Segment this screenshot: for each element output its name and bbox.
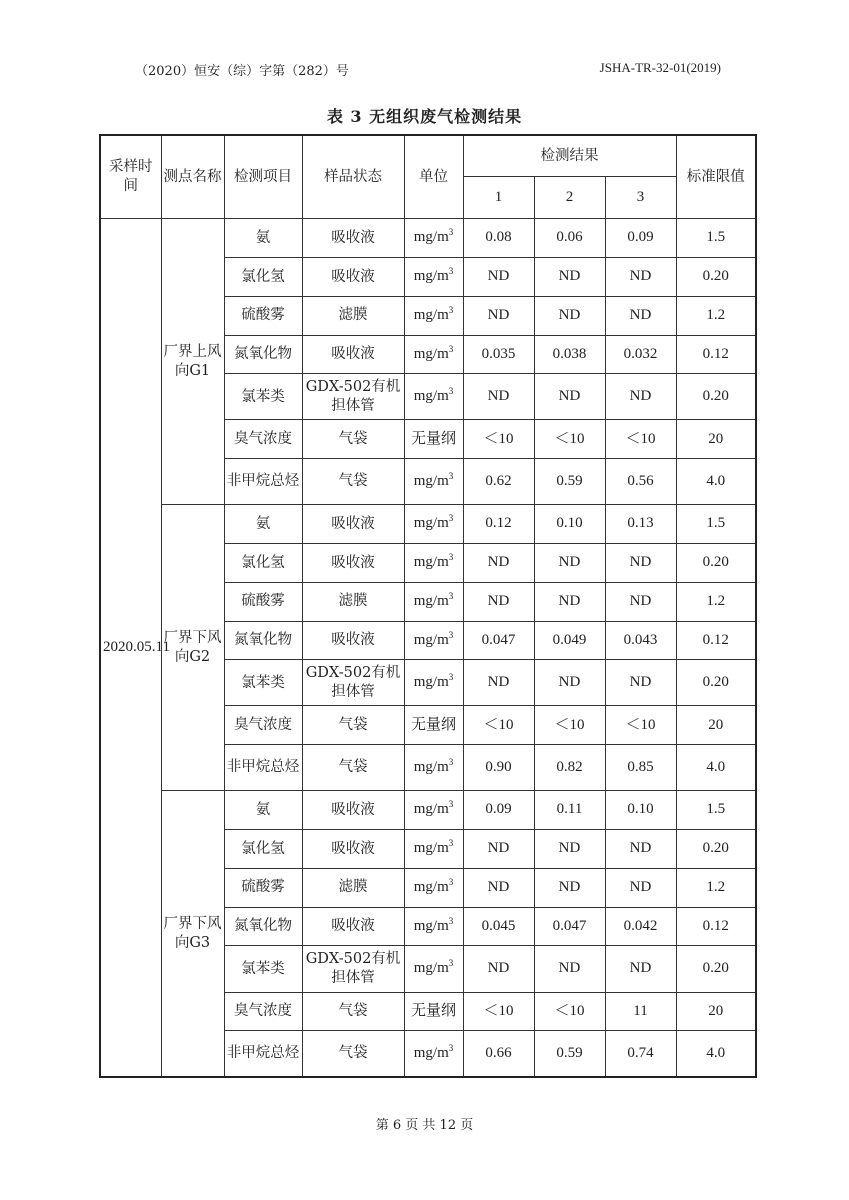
result-1: ＜10	[463, 706, 534, 745]
unit-cell: $mg/m^3$	[404, 946, 463, 992]
sample-state: 滤膜	[302, 582, 404, 621]
unit-cell: 无量纲	[404, 420, 463, 459]
standard-limit: 20	[676, 992, 756, 1031]
result-3: ND	[605, 660, 676, 706]
result-1: 0.09	[463, 791, 534, 830]
result-1: 0.08	[463, 219, 534, 258]
standard-limit: 0.12	[676, 621, 756, 660]
sample-state: 吸收液	[302, 791, 404, 830]
result-1: ND	[463, 582, 534, 621]
sample-state: 吸收液	[302, 830, 404, 869]
result-1: 0.035	[463, 335, 534, 374]
unit-cell: $mg/m^3$	[404, 258, 463, 297]
result-1: ND	[463, 660, 534, 706]
result-2: ND	[534, 374, 605, 420]
result-1: 0.045	[463, 907, 534, 946]
page-number: 第 6 页 共 12 页	[375, 1118, 474, 1133]
test-item: 硫酸雾	[224, 296, 302, 335]
sampling-date: 2020.05.11	[100, 219, 161, 1077]
result-2: ND	[534, 946, 605, 992]
result-3: ND	[605, 830, 676, 869]
header-results: 检测结果	[463, 135, 676, 177]
result-3: ND	[605, 582, 676, 621]
test-item: 氯苯类	[224, 660, 302, 706]
result-3: ND	[605, 868, 676, 907]
sample-state: GDX-502有机担体管	[302, 946, 404, 992]
header-standard-limit: 标准限值	[676, 135, 756, 219]
result-2: ND	[534, 544, 605, 583]
result-2: ＜10	[534, 420, 605, 459]
standard-limit: 1.5	[676, 791, 756, 830]
table-title: 表 3 无组织废气检测结果	[326, 107, 523, 126]
standard-limit: 4.0	[676, 459, 756, 505]
header-result-1: 1	[463, 177, 534, 219]
result-2: 0.11	[534, 791, 605, 830]
test-item: 非甲烷总烃	[224, 459, 302, 505]
standard-limit: 1.5	[676, 219, 756, 258]
result-2: 0.59	[534, 459, 605, 505]
result-3: 0.74	[605, 1031, 676, 1077]
result-2: ND	[534, 830, 605, 869]
unit-cell: $mg/m^3$	[404, 660, 463, 706]
result-3: 0.032	[605, 335, 676, 374]
test-item: 氮氧化物	[224, 335, 302, 374]
unit-cell: $mg/m^3$	[404, 335, 463, 374]
result-2: 0.038	[534, 335, 605, 374]
result-1: ND	[463, 296, 534, 335]
unit-cell: $mg/m^3$	[404, 1031, 463, 1077]
standard-limit: 0.20	[676, 946, 756, 992]
unit-cell: $mg/m^3$	[404, 791, 463, 830]
standard-limit: 1.5	[676, 505, 756, 544]
result-1: ＜10	[463, 420, 534, 459]
result-2: ND	[534, 296, 605, 335]
sample-state: 吸收液	[302, 907, 404, 946]
sample-state: 吸收液	[302, 335, 404, 374]
result-2: 0.06	[534, 219, 605, 258]
test-item: 非甲烷总烃	[224, 745, 302, 791]
sample-state: 吸收液	[302, 544, 404, 583]
point-name: 厂界下风向G2	[161, 505, 224, 791]
sample-state: 吸收液	[302, 505, 404, 544]
test-item: 氨	[224, 791, 302, 830]
test-item: 氨	[224, 505, 302, 544]
standard-limit: 0.20	[676, 544, 756, 583]
result-1: ND	[463, 258, 534, 297]
header-result-2: 2	[534, 177, 605, 219]
result-1: 0.62	[463, 459, 534, 505]
result-3: ND	[605, 296, 676, 335]
result-3: 0.13	[605, 505, 676, 544]
standard-limit: 20	[676, 420, 756, 459]
unit-cell: $mg/m^3$	[404, 219, 463, 258]
result-2: 0.10	[534, 505, 605, 544]
unit-cell: $mg/m^3$	[404, 745, 463, 791]
result-3: 11	[605, 992, 676, 1031]
result-3: 0.042	[605, 907, 676, 946]
standard-limit: 1.2	[676, 868, 756, 907]
result-3: 0.56	[605, 459, 676, 505]
unit-cell: 无量纲	[404, 706, 463, 745]
sample-state: 滤膜	[302, 296, 404, 335]
result-1: ND	[463, 544, 534, 583]
sample-state: 气袋	[302, 1031, 404, 1077]
test-item: 氯苯类	[224, 946, 302, 992]
report-number: （2020）恒安（综）字第（282）号	[135, 64, 349, 79]
result-3: 0.043	[605, 621, 676, 660]
sample-state: 吸收液	[302, 219, 404, 258]
result-3: ND	[605, 946, 676, 992]
result-2: ＜10	[534, 992, 605, 1031]
result-3: 0.09	[605, 219, 676, 258]
result-3: ND	[605, 374, 676, 420]
result-2: 0.049	[534, 621, 605, 660]
unit-cell: $mg/m^3$	[404, 868, 463, 907]
result-3: ＜10	[605, 420, 676, 459]
sample-state: 气袋	[302, 420, 404, 459]
test-item: 硫酸雾	[224, 868, 302, 907]
sample-state: GDX-502有机担体管	[302, 374, 404, 420]
sample-state: 气袋	[302, 459, 404, 505]
point-name: 厂界下风向G3	[161, 791, 224, 1077]
test-item: 氯化氢	[224, 544, 302, 583]
test-item: 氨	[224, 219, 302, 258]
result-1: 0.90	[463, 745, 534, 791]
header-sample-state: 样品状态	[302, 135, 404, 219]
test-item: 氯化氢	[224, 258, 302, 297]
test-item: 臭气浓度	[224, 706, 302, 745]
unit-cell: $mg/m^3$	[404, 907, 463, 946]
table-row	[100, 505, 756, 544]
standard-limit: 0.12	[676, 335, 756, 374]
header-result-3: 3	[605, 177, 676, 219]
standard-limit: 4.0	[676, 745, 756, 791]
unit-cell: $mg/m^3$	[404, 459, 463, 505]
result-1: 0.66	[463, 1031, 534, 1077]
test-item: 氮氧化物	[224, 907, 302, 946]
result-2: ND	[534, 582, 605, 621]
standard-limit: 1.2	[676, 296, 756, 335]
test-item: 臭气浓度	[224, 420, 302, 459]
sample-state: GDX-502有机担体管	[302, 660, 404, 706]
standard-limit: 20	[676, 706, 756, 745]
result-2: 0.82	[534, 745, 605, 791]
document-code: JSHA-TR-32-01(2019)	[599, 60, 721, 75]
emission-results-table	[99, 134, 757, 1078]
result-2: ND	[534, 258, 605, 297]
standard-limit: 0.20	[676, 830, 756, 869]
standard-limit: 4.0	[676, 1031, 756, 1077]
unit-cell: $mg/m^3$	[404, 544, 463, 583]
sample-state: 气袋	[302, 706, 404, 745]
standard-limit: 0.12	[676, 907, 756, 946]
test-item: 臭气浓度	[224, 992, 302, 1031]
result-1: ND	[463, 946, 534, 992]
result-3: ＜10	[605, 706, 676, 745]
unit-cell: $mg/m^3$	[404, 582, 463, 621]
test-item: 氯化氢	[224, 830, 302, 869]
result-2: 0.59	[534, 1031, 605, 1077]
result-1: 0.12	[463, 505, 534, 544]
unit-cell: 无量纲	[404, 992, 463, 1031]
header-point-name: 测点名称	[161, 135, 224, 219]
unit-cell: $mg/m^3$	[404, 830, 463, 869]
sample-state: 气袋	[302, 745, 404, 791]
result-1: ND	[463, 374, 534, 420]
standard-limit: 0.20	[676, 374, 756, 420]
result-3: ND	[605, 544, 676, 583]
sample-state: 吸收液	[302, 258, 404, 297]
point-name: 厂界上风向G1	[161, 219, 224, 505]
standard-limit: 0.20	[676, 258, 756, 297]
result-2: 0.047	[534, 907, 605, 946]
result-2: ND	[534, 868, 605, 907]
sample-state: 吸收液	[302, 621, 404, 660]
test-item: 非甲烷总烃	[224, 1031, 302, 1077]
result-1: ND	[463, 830, 534, 869]
result-3: ND	[605, 258, 676, 297]
standard-limit: 1.2	[676, 582, 756, 621]
test-item: 硫酸雾	[224, 582, 302, 621]
header-unit: 单位	[404, 135, 463, 219]
table-row	[100, 219, 756, 258]
table-row	[100, 791, 756, 830]
unit-cell: $mg/m^3$	[404, 296, 463, 335]
result-2: ND	[534, 660, 605, 706]
result-1: ＜10	[463, 992, 534, 1031]
result-1: 0.047	[463, 621, 534, 660]
sample-state: 滤膜	[302, 868, 404, 907]
result-1: ND	[463, 868, 534, 907]
result-3: 0.85	[605, 745, 676, 791]
header-sampling-time: 采样时间	[100, 135, 161, 219]
test-item: 氮氧化物	[224, 621, 302, 660]
sample-state: 气袋	[302, 992, 404, 1031]
test-item: 氯苯类	[224, 374, 302, 420]
unit-cell: $mg/m^3$	[404, 374, 463, 420]
standard-limit: 0.20	[676, 660, 756, 706]
header-test-item: 检测项目	[224, 135, 302, 219]
unit-cell: $mg/m^3$	[404, 505, 463, 544]
result-3: 0.10	[605, 791, 676, 830]
result-2: ＜10	[534, 706, 605, 745]
unit-cell: $mg/m^3$	[404, 621, 463, 660]
